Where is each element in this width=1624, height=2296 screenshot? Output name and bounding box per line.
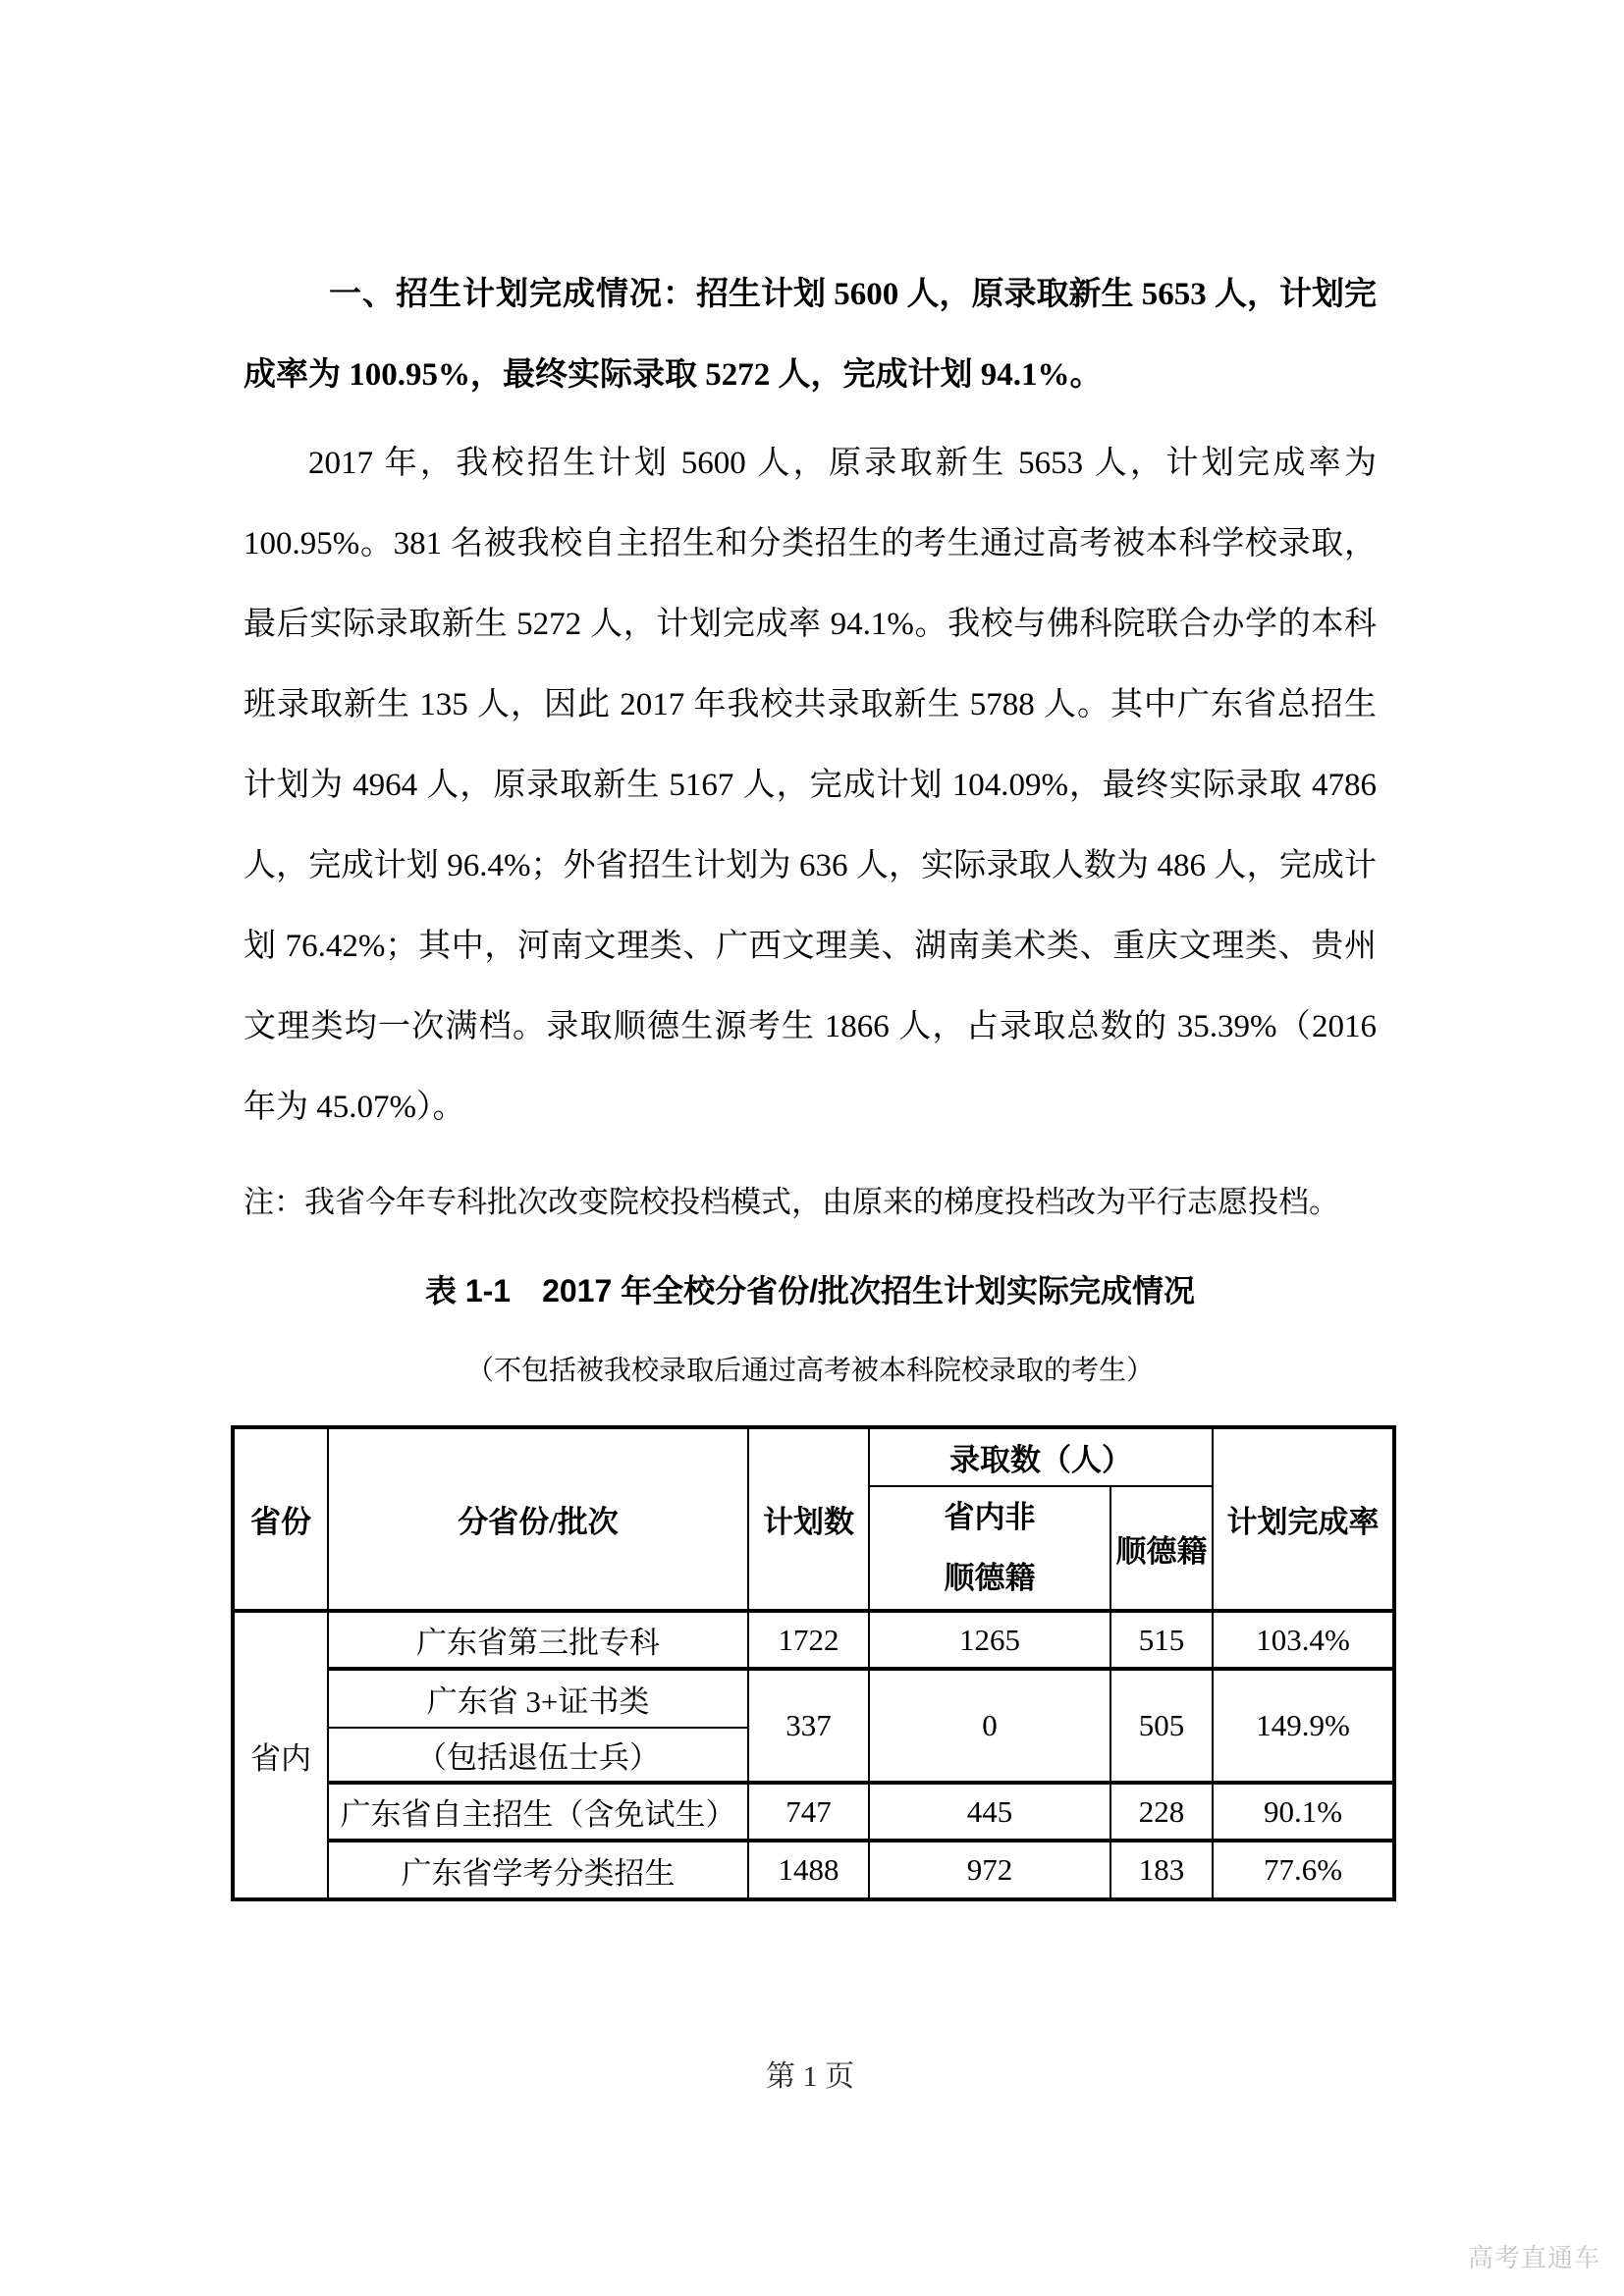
cell-shunde: 228	[1110, 1783, 1213, 1841]
header-cell-province: 省份	[233, 1427, 328, 1611]
enrollment-table	[231, 1425, 1396, 1901]
table-row	[233, 1611, 1394, 1669]
footnote-line: 注：我省今年专科批次改变院校投档模式，由原来的梯度投档改为平行志愿投档。	[244, 1185, 1339, 1219]
cell-batch-note: （包括退伍士兵）	[328, 1728, 748, 1783]
table-subcaption: （不包括被我校录取后通过高考被本科院校录取的考生）	[465, 1356, 1154, 1386]
table-row	[233, 1783, 1394, 1841]
cell-completion: 103.4%	[1213, 1611, 1394, 1669]
cell-province-group: 省内	[233, 1611, 328, 1899]
header-cell-plan: 计划数	[748, 1427, 869, 1611]
header-cell-batch: 分省份/批次	[328, 1427, 748, 1611]
cell-batch: 广东省 3+证书类	[328, 1669, 748, 1728]
header-cell-admitted-group: 录取数（人）	[869, 1427, 1213, 1486]
cell-non-shunde: 972	[869, 1841, 1110, 1899]
page-number: 第 1 页	[766, 2060, 854, 2093]
table-row	[233, 1841, 1394, 1899]
cell-non-shunde: 0	[869, 1669, 1110, 1783]
body-paragraph: 2017 年，我校招生计划 5600 人，原录取新生 5653 人，计划完成率为 100.95%。381 名被我校自主招生和分类招生的考生通过高考被本科学校录取，最后实际录取新生 5272 人，计划完成率 94.1%。我校与佛科院联合办学的本科班录取新生 135 人，因此 2017 年我校共录取新生 5788 人。其中广东省总招生计划为 4964 人，原录取新生 5167 人，完成计划 104.09%，最终实际录取 4786 人，完成计划 96.4%；外省招生计划为 636 人，实际录取人数为 486 人，完成计划 76.42%；其中，河南文理类、广西文理美、湖南美术类、重庆文理类、贵州文理类均一次满档。录取顺德生源考生 1866 人，占录取总数的 35.39%（2016 年为 45.07%）。	[244, 446, 1377, 1125]
table-row	[233, 1669, 1394, 1728]
cell-shunde: 515	[1110, 1611, 1213, 1669]
table-caption: 表 1-1 2017 年全校分省份/批次招生计划实际完成情况	[424, 1273, 1196, 1308]
cell-plan: 1722	[748, 1611, 869, 1669]
cell-batch: 广东省第三批专科	[328, 1611, 748, 1669]
header-cell-non-shunde	[869, 1486, 1110, 1611]
header-cell-non-shunde-label: 省内非顺德籍	[944, 1500, 1036, 1595]
cell-non-shunde: 1265	[869, 1611, 1110, 1669]
document-content	[244, 253, 1380, 1901]
cell-plan: 337	[748, 1669, 869, 1783]
watermark-text: 高考直通车	[1467, 2243, 1600, 2272]
heading-paragraph	[244, 253, 1377, 415]
cell-batch: 广东省自主招生（含免试生）	[328, 1783, 748, 1841]
cell-batch: 广东省学考分类招生	[328, 1841, 748, 1899]
cell-completion: 77.6%	[1213, 1841, 1394, 1899]
section-heading: 一、招生计划完成情况：	[329, 275, 696, 311]
cell-shunde: 183	[1110, 1841, 1213, 1899]
header-cell-completion: 计划完成率	[1213, 1427, 1394, 1611]
header-cell-shunde: 顺德籍	[1110, 1486, 1213, 1611]
cell-completion: 149.9%	[1213, 1669, 1394, 1783]
table-header-row-top	[233, 1427, 1394, 1486]
cell-plan: 1488	[748, 1841, 869, 1899]
cell-shunde: 505	[1110, 1669, 1213, 1783]
cell-completion: 90.1%	[1213, 1783, 1394, 1841]
heading-paragraph-text: 招生计划 5600 人，原录取新生 5653 人，计划完成率为 100.95%，最终实际录取 5272 人，完成计划 94.1%。	[244, 277, 1377, 393]
cell-non-shunde: 445	[869, 1783, 1110, 1841]
cell-plan: 747	[748, 1783, 869, 1841]
